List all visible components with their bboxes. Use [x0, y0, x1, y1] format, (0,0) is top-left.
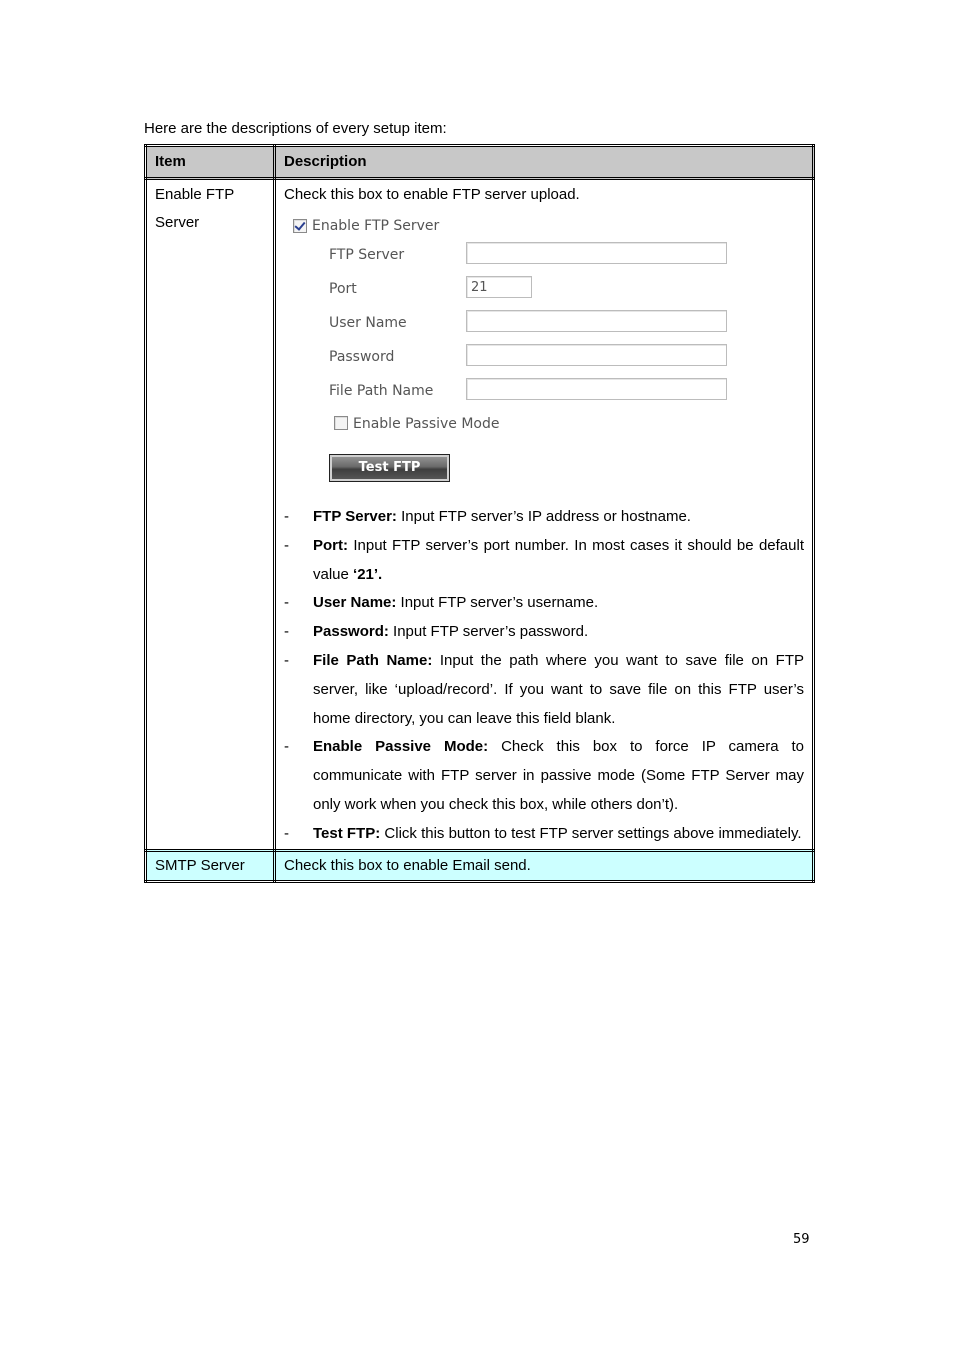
description-intro: Check this box to enable FTP server upload. — [284, 186, 580, 203]
ftp-settings-screenshot — [284, 209, 744, 503]
table-row-smtp-server — [146, 850, 814, 881]
passive-mode-checkbox[interactable] — [334, 416, 348, 430]
ftp-server-label: FTP Server — [329, 247, 405, 263]
ftp-server-input[interactable] — [466, 242, 727, 264]
list-item: - User Name: Input FTP server’s username. — [284, 594, 599, 612]
password-label: Password — [329, 349, 395, 365]
list-item: - Enable Passive Mode: Check this box to force IP camera to communicate with FTP server in passive mode (Some FTP Server may only work when you check this box, while others don’t). — [284, 738, 805, 813]
item-label-line1: Enable FTP — [155, 186, 235, 203]
password-input[interactable] — [466, 344, 727, 366]
header-item: Item — [146, 146, 275, 179]
enable-ftp-label: Enable FTP Server — [312, 218, 440, 234]
list-item: - File Path Name: Input the path where you want to save file on FTP server, like ‘upload/record’. If you want to save file on this FTP user’s home directory, you can leave this field blank. — [284, 651, 805, 727]
intro-text: Here are the descriptions of every setup item: — [144, 120, 447, 137]
list-item: - FTP Server: Input FTP server’s IP address or hostname. — [284, 508, 691, 525]
list-item: - Password: Input FTP server’s password. — [284, 623, 589, 641]
description-cell-smtp: Check this box to enable Email send. — [275, 850, 814, 881]
table-row-enable-ftp — [146, 179, 814, 851]
list-item: - Port: Input FTP server’s port number. In most cases it should be default value ‘21’. — [284, 536, 804, 583]
user-name-input[interactable] — [466, 310, 727, 332]
field-descriptions-list — [284, 503, 804, 849]
table-header-row — [146, 146, 814, 179]
enable-ftp-checkbox[interactable] — [293, 219, 307, 233]
page-number: 59 — [793, 1232, 810, 1247]
port-label: Port — [329, 281, 357, 297]
user-name-label: User Name — [329, 315, 407, 331]
list-item: - Test FTP: Click this button to test FTP server settings above immediately. — [284, 824, 802, 842]
port-input[interactable] — [466, 276, 532, 298]
file-path-label: File Path Name — [329, 383, 434, 399]
item-cell-enable-ftp — [146, 179, 275, 851]
setup-items-table — [144, 144, 815, 883]
item-cell-smtp: SMTP Server — [146, 850, 275, 881]
header-description: Description — [275, 146, 814, 179]
passive-mode-label: Enable Passive Mode — [353, 416, 500, 432]
description-cell-enable-ftp — [275, 179, 814, 851]
file-path-input[interactable] — [466, 378, 727, 400]
item-label-line2: Server — [155, 214, 200, 231]
test-ftp-button[interactable]: Test FTP — [329, 454, 450, 482]
